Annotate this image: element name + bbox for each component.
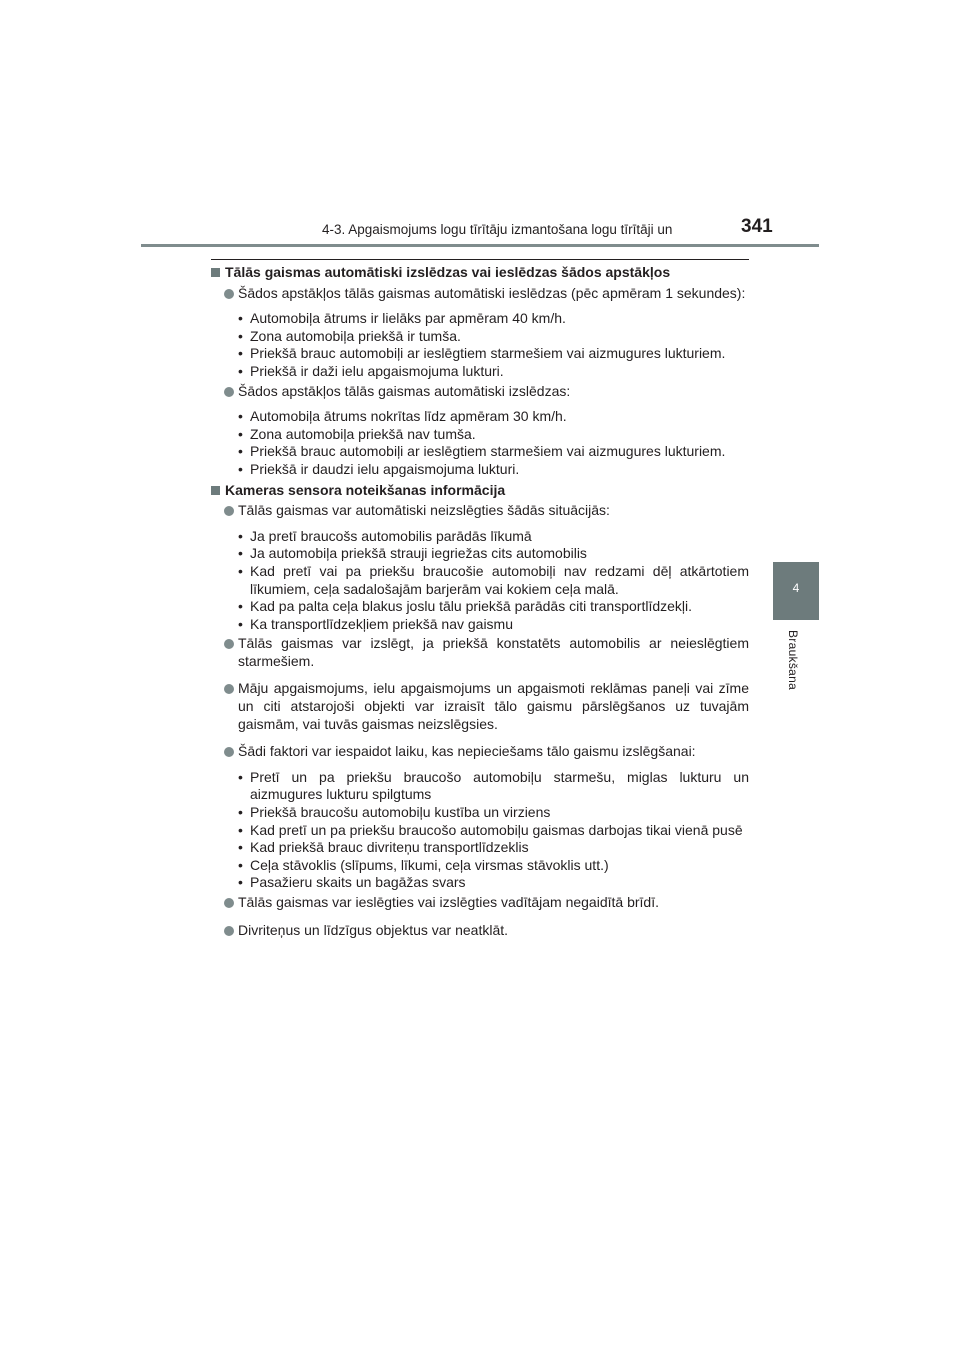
- dot-bullet-icon: •: [238, 856, 243, 873]
- dot-bullet-icon: •: [238, 362, 243, 379]
- chapter-label: Braukšana: [786, 630, 800, 691]
- circle-bullet-icon: [224, 506, 234, 516]
- sub-item-text: Priekšā ir daudzi ielu apgaismojuma lukturi.: [250, 460, 520, 477]
- item-text: Māju apgaismojums, ielu apgaismojums un apgaismoti reklāmas paneļi vai zīme un citi atstarojoši objekti var izraisīt tālo gaismu pārslēgšanos uz tuvajām gaismām, vai tuvās gaismas neizslēgsies.: [238, 680, 749, 732]
- page-content: [211, 259, 749, 939]
- square-bullet-icon: [211, 486, 220, 495]
- list-item: [211, 502, 749, 520]
- sub-item: [211, 345, 749, 363]
- item-text: Divriteņus un līdzīgus objektus var neatklāt.: [238, 921, 509, 938]
- dot-bullet-icon: •: [238, 443, 243, 460]
- list-item: [211, 680, 749, 733]
- circle-bullet-icon: [224, 898, 234, 908]
- dot-bullet-icon: •: [238, 615, 243, 632]
- section-top-rule: [211, 259, 749, 260]
- list-item: [211, 894, 749, 912]
- sub-item-text: Ceļa stāvoklis (slīpums, līkumi, ceļa virsmas stāvoklis utt.): [250, 856, 609, 873]
- dot-bullet-icon: •: [238, 460, 243, 477]
- section-title: Tālās gaismas automātiski izslēdzas vai ieslēdzas šādos apstākļos: [225, 264, 671, 280]
- sub-item: [211, 822, 749, 840]
- circle-bullet-icon: [224, 747, 234, 757]
- running-header: 4-3. Apgaismojums logu tīrītāju izmantošana logu tīrītāji un: [322, 222, 673, 237]
- sub-item-text: Ka transportlīdzekļiem priekšā nav gaismu: [250, 615, 514, 632]
- sub-item: [211, 545, 749, 563]
- dot-bullet-icon: •: [238, 598, 243, 615]
- sub-item: [211, 839, 749, 857]
- item-text: Tālās gaismas var automātiski neizslēgties šādās situācijās:: [238, 502, 610, 519]
- sub-item: [211, 363, 749, 381]
- dot-bullet-icon: •: [238, 821, 243, 838]
- circle-bullet-icon: [224, 639, 234, 649]
- sub-item: [211, 769, 749, 804]
- dot-bullet-icon: •: [238, 804, 243, 821]
- item-text: Šādi faktori var iespaidot laiku, kas nepieciešams tālo gaismu izslēgšanai:: [238, 743, 696, 760]
- sub-item: [211, 328, 749, 346]
- square-bullet-icon: [211, 268, 220, 277]
- dot-bullet-icon: •: [238, 345, 243, 362]
- section-heading: [211, 264, 749, 282]
- sub-item: [211, 528, 749, 546]
- page-number: 341: [741, 216, 773, 237]
- circle-bullet-icon: [224, 684, 234, 694]
- dot-bullet-icon: •: [238, 408, 243, 425]
- sub-item-text: Ja automobiļa priekšā strauji iegriežas cits automobilis: [250, 545, 587, 562]
- circle-bullet-icon: [224, 926, 234, 936]
- header-divider: [141, 244, 819, 247]
- sub-item-text: Pasažieru skaits un bagāžas svars: [250, 874, 466, 891]
- sub-item-text: Kad priekšā brauc divriteņu transportlīdzeklis: [250, 839, 529, 856]
- sub-item: [211, 426, 749, 444]
- dot-bullet-icon: •: [238, 310, 243, 327]
- sub-item-text: Pretī un pa priekšu braucošo automobiļu starmešu, miglas lukturu un aizmugures lukturu spilgtums: [250, 768, 749, 803]
- sub-item-text: Kad pa palta ceļa blakus joslu tālu priekšā parādās citi transportlīdzekļi.: [250, 598, 693, 615]
- sub-item-text: Priekšā brauc automobiļi ar ieslēgtiem starmešiem vai aizmugures lukturiem.: [250, 345, 726, 362]
- circle-bullet-icon: [224, 387, 234, 397]
- section-heading: [211, 482, 749, 500]
- sub-item: [211, 408, 749, 426]
- sub-item: [211, 616, 749, 634]
- sub-item-text: Ja pretī braucošs automobilis parādās līkumā: [250, 527, 532, 544]
- item-text: Tālās gaismas var izslēgt, ja priekšā konstatēts automobilis ar neieslēgtiem starmešiem.: [238, 635, 749, 669]
- list-item: [211, 922, 749, 940]
- sub-item-text: Automobiļa ātrums nokrītas līdz apmēram 30 km/h.: [250, 408, 567, 425]
- dot-bullet-icon: •: [238, 768, 243, 785]
- sub-item: [211, 461, 749, 479]
- sub-item: [211, 874, 749, 892]
- sub-item-text: Automobiļa ātrums ir lielāks par apmēram 40 km/h.: [250, 310, 566, 327]
- sub-item-text: Zona automobiļa priekšā ir tumša.: [250, 327, 461, 344]
- sub-item-text: Zona automobiļa priekšā nav tumša.: [250, 425, 476, 442]
- item-text: Šādos apstākļos tālās gaismas automātiski izslēdzas:: [238, 382, 571, 399]
- chapter-tab: 4: [773, 562, 819, 620]
- list-item: [211, 285, 749, 303]
- list-item: [211, 635, 749, 670]
- list-item: [211, 383, 749, 401]
- sub-item: [211, 598, 749, 616]
- sub-item-text: Priekšā brauc automobiļi ar ieslēgtiem starmešiem vai aizmugures lukturiem.: [250, 443, 726, 460]
- dot-bullet-icon: •: [238, 545, 243, 562]
- dot-bullet-icon: •: [238, 425, 243, 442]
- sub-item-text: Priekšā ir daži ielu apgaismojuma lukturi.: [250, 362, 504, 379]
- sub-item: [211, 310, 749, 328]
- sub-item-text: Kad pretī un pa priekšu braucošo automobiļu gaismas darbojas tikai vienā pusē: [250, 821, 743, 838]
- circle-bullet-icon: [224, 289, 234, 299]
- sub-item-text: Kad pretī vai pa priekšu braucošie automobiļi nav redzami dēļ atkārtotiem līkumiem, ceļa sadalošajām barjerām vai kokiem ceļa malā.: [250, 562, 749, 597]
- dot-bullet-icon: •: [238, 874, 243, 891]
- sub-item-text: Priekšā braucošu automobiļu kustība un virziens: [250, 804, 551, 821]
- dot-bullet-icon: •: [238, 527, 243, 544]
- sub-item: [211, 857, 749, 875]
- list-item: [211, 743, 749, 761]
- item-text: Šādos apstākļos tālās gaismas automātiski ieslēdzas (pēc apmēram 1 sekundes):: [238, 284, 746, 301]
- sub-item: [211, 563, 749, 598]
- sub-item: [211, 443, 749, 461]
- sub-item: [211, 804, 749, 822]
- section-title: Kameras sensora noteikšanas informācija: [225, 481, 506, 498]
- dot-bullet-icon: •: [238, 562, 243, 579]
- dot-bullet-icon: •: [238, 839, 243, 856]
- dot-bullet-icon: •: [238, 327, 243, 344]
- item-text: Tālās gaismas var ieslēgties vai izslēgties vadītājam negaidītā brīdī.: [238, 894, 659, 910]
